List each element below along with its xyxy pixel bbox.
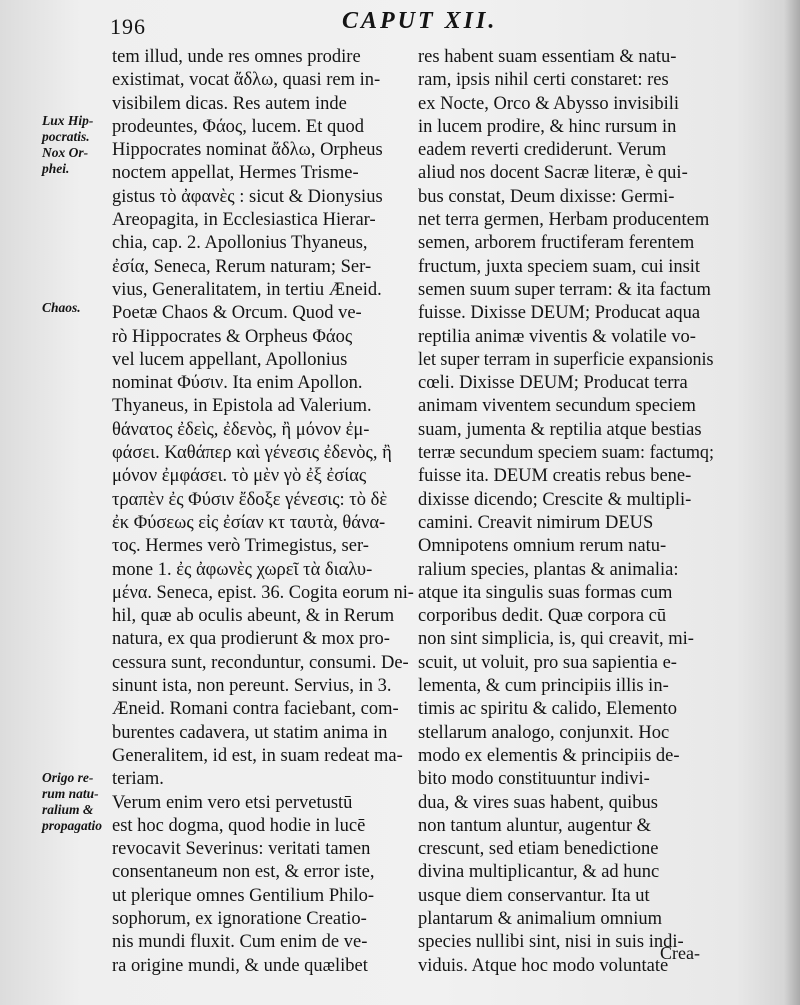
margin-note-line: Nox Or- — [42, 145, 89, 160]
text-line: nis mundi fluxit. Cum enim de ve- — [112, 932, 368, 953]
text-line: sophorum, ex ignoratione Creatio- — [112, 908, 367, 929]
text-line: bito modo constituuntur indivi- — [418, 769, 650, 790]
text-line: vius, Generalitatem, in tertiu Æneid. — [112, 279, 382, 300]
text-line: suam, jumenta & reptilia atque bestias — [418, 419, 702, 440]
text-line: vel lucem appellant, Apollonius — [112, 349, 348, 370]
catchword: Crea- — [660, 943, 700, 963]
text-line: noctem appellat, Hermes Trisme- — [112, 163, 359, 184]
text-line: θάνατος ἐδεὶς, ἐδενὸς, ἢ μόνον ἐμ- — [112, 419, 370, 440]
text-line: est hoc dogma, quod hodie in lucē — [112, 815, 366, 836]
text-line: camini. Creavit nimirum DEUS — [418, 512, 654, 533]
text-line: semen suum super terram: & ita factum — [418, 279, 711, 300]
text-line: dua, & vires suas habent, quibus — [418, 792, 658, 813]
text-line: animam viventem secundum speciem — [418, 396, 696, 417]
text-line: Areopagita, in Ecclesiastica Hierar- — [112, 210, 376, 231]
gutter-shadow — [784, 0, 800, 1005]
text-line: ra origine mundi, & unde quælibet — [112, 955, 368, 976]
chapter-title: CAPUT XII. — [342, 8, 498, 34]
text-line: aliud nos docent Sacræ literæ, è qui- — [418, 163, 688, 184]
text-line: lementa, & cum principiis illis in- — [418, 676, 669, 697]
right-text-column — [418, 46, 714, 978]
text-line: divina multiplicantur, & ad hunc — [418, 862, 660, 883]
margin-note-line: Chaos. — [42, 300, 81, 315]
text-line: res habent suam essentiam & natu- — [418, 47, 677, 67]
text-line: Poetæ Chaos & Orcum. Quod ve- — [112, 303, 362, 324]
text-line: ἐσία, Seneca, Rerum naturam; Ser- — [112, 256, 372, 277]
text-line: existimat, vocat ἄδλω, quasi rem in- — [112, 70, 381, 91]
text-line: Generalitem, id est, in suam redeat ma- — [112, 745, 403, 766]
text-line: non sint simplicia, is, qui creavit, mi- — [418, 629, 694, 650]
left-text-column — [112, 46, 414, 978]
text-line: nominat Φύσιν. Ita enim Apollon. — [112, 373, 363, 394]
text-line: scuit, ut voluit, pro sua sapientia e- — [418, 652, 677, 673]
text-line: revocavit Severinus: veritati tamen — [112, 839, 371, 860]
text-line: τραπὲν ἐς Φύσιν ἔδοξε γένεσις: τὸ δὲ — [112, 489, 388, 510]
text-line: bus constat, Deum dixisse: Germi- — [418, 186, 675, 207]
text-line: ram, ipsis nihil certi constaret: res — [418, 70, 669, 91]
margin-note-line: Lux Hip- — [42, 113, 94, 128]
margin-note-line: ralium & — [42, 802, 94, 817]
page-number: 196 — [110, 14, 146, 39]
text-line: fructum, juxta speciem suam, cui insit — [418, 256, 701, 277]
text-line: burentes cadavera, ut statim anima in — [112, 722, 388, 743]
text-line: ex Nocte, Orco & Abysso invisibili — [418, 93, 680, 114]
text-line: Omnipotens omnium rerum natu- — [418, 536, 667, 557]
text-line: sinunt ista, non pereunt. Servius, in 3. — [112, 676, 392, 697]
text-line: cessura sunt, reconduntur, consumi. De- — [112, 652, 409, 673]
margin-note-line: propagatio — [42, 818, 103, 833]
text-line: usque diem conservantur. Ita ut — [418, 885, 650, 906]
margin-note-line: pocratis. — [42, 129, 90, 144]
text-line: Æneid. Romani contra faciebant, com- — [112, 699, 399, 720]
text-line: non tantum aluntur, augentur & — [418, 815, 652, 836]
text-line: viduis. Atque hoc modo voluntate — [418, 955, 669, 976]
text-line: μόνον ἐμφάσει. τὸ μὲν γὸ ἐξ ἐσίας — [112, 466, 367, 487]
text-line: hil, quæ ab oculis abeunt, & in Rerum — [112, 606, 395, 627]
text-line: modo ex elementis & principiis de- — [418, 745, 680, 766]
text-line: tem illud, unde res omnes prodire — [112, 47, 361, 67]
text-line: reptilia animæ viventis & volatile vo- — [418, 326, 696, 347]
text-line: mone 1. ἐς ἀφωνὲς χωρεῖ τὰ διαλυ- — [112, 559, 373, 580]
margin-note-line: rum natu- — [42, 786, 99, 801]
text-line: fuisse. Dixisse DEUM; Producat aqua — [418, 303, 701, 324]
text-line: Hippocrates nominat ἄδλω, Orpheus — [112, 140, 383, 161]
text-line: cœli. Dixisse DEUM; Producat terra — [418, 373, 688, 394]
text-line: Verum enim vero etsi pervetustū — [112, 792, 353, 813]
text-line: rò Hippocrates & Orpheus Φάος — [112, 326, 353, 347]
text-line: teriam. — [112, 769, 164, 790]
text-line: consentaneum non est, & error iste, — [112, 862, 375, 883]
text-line: in lucem prodire, & hinc rursum in — [418, 116, 677, 137]
text-line: prodeuntes, Φάος, lucem. Et quod — [112, 116, 364, 137]
text-line: gistus τὸ ἀφανὲς : sicut & Dionysius — [112, 186, 383, 207]
text-line: τος. Hermes verò Trimegistus, ser- — [112, 536, 369, 557]
text-line: plantarum & animalium omnium — [418, 908, 663, 929]
text-line: species nullibi sint, nisi in suis indi- — [418, 932, 684, 953]
text-line: μένα. Seneca, epist. 36. Cogita eorum ni- — [112, 582, 414, 603]
text-line: ἐκ Φύσεως εἰς ἐσίαν κτ ταυτὰ, θάνα- — [112, 512, 386, 533]
text-line: net terra germen, Herbam producentem — [418, 210, 710, 231]
text-line: ut plerique omnes Gentilium Philo- — [112, 885, 375, 906]
text-line: Thyaneus, in Epistola ad Valerium. — [112, 396, 372, 417]
running-head — [110, 6, 710, 42]
text-line: chia, cap. 2. Apollonius Thyaneus, — [112, 233, 368, 254]
text-line: dixisse dicendo; Crescite & multipli- — [418, 489, 692, 510]
text-line: terræ secundum speciem suam: factumq; — [418, 443, 715, 464]
text-line: let super terram in superficie expansionis — [418, 349, 714, 370]
text-line: visibilem dicas. Res autem inde — [112, 93, 347, 114]
text-line: timis ac spiritu & calido, Elemento — [418, 699, 677, 720]
text-line: φάσει. Καθάπερ καὶ γένεσις ἐδενὸς, ἢ — [112, 443, 392, 464]
text-line: corporibus dedit. Quæ corpora cū — [418, 606, 667, 627]
margin-note-line: Origo re- — [42, 770, 94, 785]
text-line: stellarum analogo, conjunxit. Hoc — [418, 722, 670, 743]
text-line: natura, ex qua prodierunt & mox pro- — [112, 629, 390, 650]
text-line: fuisse ita. DEUM creatis rebus bene- — [418, 466, 692, 487]
text-line: atque ita singulis suas formas cum — [418, 582, 673, 603]
text-line: semen, arborem fructiferam ferentem — [418, 233, 695, 254]
text-line: eadem reverti crediderunt. Verum — [418, 140, 667, 161]
margin-note-line: phei. — [42, 161, 70, 176]
text-line: crescunt, sed etiam benedictione — [418, 839, 659, 860]
text-line: ralium species, plantas & animalia: — [418, 559, 679, 580]
